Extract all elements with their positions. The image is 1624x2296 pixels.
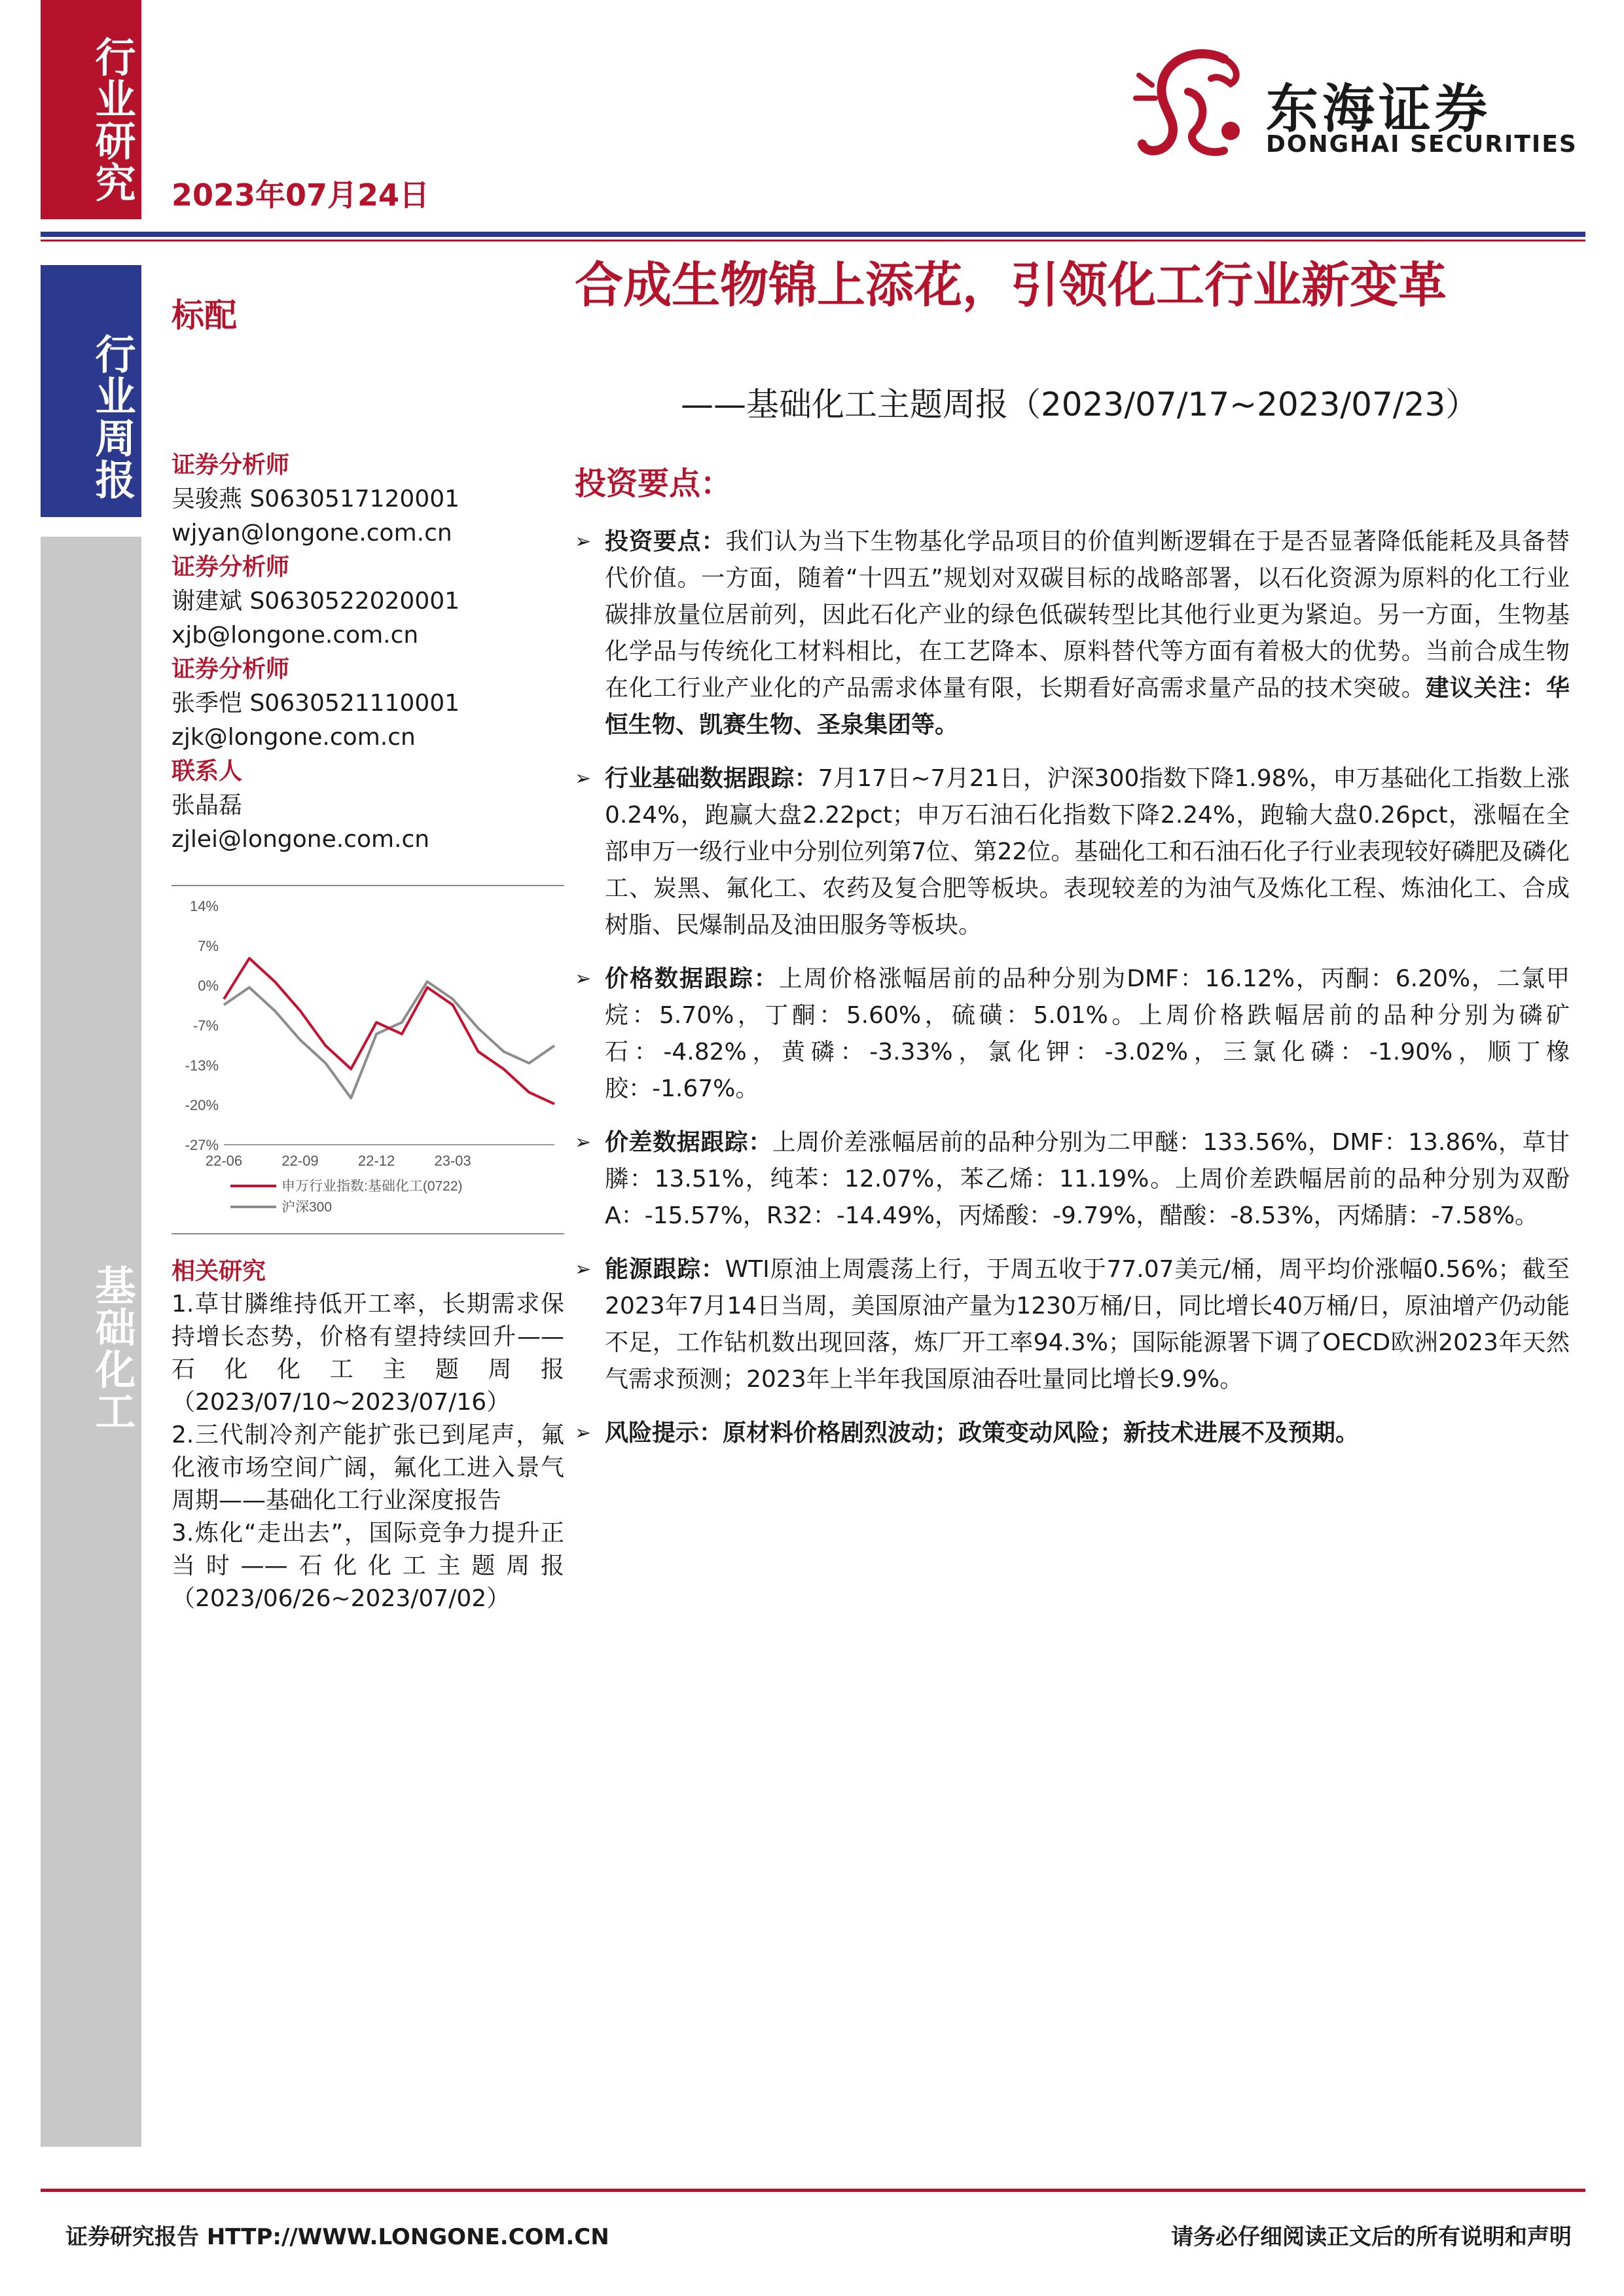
- industry-rating: 标配: [171, 296, 237, 334]
- analyst-name: 谢建斌 S0630522020001: [171, 588, 460, 615]
- sidebar-tab-basic-chemicals: 基础化工: [41, 537, 141, 2147]
- legend-label: 沪深300: [281, 1200, 333, 1215]
- header-divider-accent: [41, 240, 1585, 242]
- contact-entry: [171, 755, 564, 857]
- keypoint-text: 7月17日~7月21日，沪深300指数下降1.98%，申万基础化工指数上涨0.24%，跑赢大盘2.22pct；申万石油石化指数下降2.24%，跑输大盘0.26pct，涨幅在全部申万一级行业中分别位列第7位、第22位。基础化工和石油石化子行业表现较好磷肥及磷化工、炭黑、氟化工、农药及复合肥等板块。表现较差的为油气及炼化工程、炼油化工、合成树脂、民爆制品及油田服务等板块。: [605, 765, 1570, 939]
- report-title: 合成生物锦上添花，引领化工行业新变革: [575, 257, 1447, 314]
- keypoint-item: [575, 961, 1570, 1107]
- keypoint-lead: 价差数据跟踪：: [605, 1129, 772, 1156]
- keypoint-item: [575, 1415, 1570, 1452]
- keypoints-list: [575, 524, 1570, 1469]
- footer-divider: [41, 2189, 1585, 2192]
- analyst-email[interactable]: wjyan@longone.com.cn: [171, 520, 452, 547]
- arrow-bullet-icon: ➢: [575, 1258, 592, 1281]
- keypoint-text: WTI原油上周震荡上行，于周五收于77.07美元/桶，周平均价涨幅0.56%；截至2023年7月14日当周，美国原油产量为1230万桶/日，同比增长40万桶/日，原油增产仍动能不足，工作钻机数出现回落，炼厂开工率94.3%；国际能源署下调了OECD欧洲2023年天然气需求预测；2023年上半年我国原油吞吐量同比增长9.9%。: [605, 1256, 1570, 1393]
- keypoint-text: 上周价差涨幅居前的品种分别为二甲醚：133.56%，DMF：13.86%，草甘膦：13.51%，纯苯：12.07%，苯乙烯：11.19%。上周价差跌幅居前的品种分别为双酚A：-15.57%，R32：-14.49%，丙烯酸：-9.79%，醋酸：-8.53%，丙烯腈：-7.58%。: [605, 1129, 1570, 1229]
- keypoint-item: [575, 524, 1570, 744]
- keypoint-item: [575, 1124, 1570, 1234]
- report-date: 2023年07月24日: [171, 177, 430, 213]
- analyst-email[interactable]: zjk@longone.com.cn: [171, 724, 416, 751]
- keypoint-lead: 投资要点：: [605, 528, 726, 555]
- analyst-entry: [171, 550, 564, 653]
- footer-source[interactable]: 证券研究报告 HTTP://WWW.LONGONE.COM.CN: [65, 2224, 609, 2250]
- analyst-list: [171, 448, 564, 857]
- keypoint-lead: 价格数据跟踪：: [605, 965, 779, 992]
- x-tick-label: 23-03: [434, 1153, 471, 1169]
- y-tick-label: 14%: [189, 898, 219, 914]
- x-tick-label: 22-06: [205, 1153, 243, 1169]
- analyst-entry: [171, 653, 564, 755]
- related-research-item[interactable]: 2.三代制冷剂产能扩张已到尾声，氟化液市场空间广阔，氟化工进入景气周期——基础化工行业深度报告: [171, 1422, 564, 1514]
- series-line-sw-chemicals: [224, 958, 554, 1104]
- performance-chart-svg: [171, 886, 564, 1233]
- header-divider: [41, 232, 1585, 237]
- y-tick-label: 7%: [198, 937, 219, 954]
- y-tick-label: -20%: [185, 1097, 219, 1114]
- analyst-name: 吴骏燕 S0630517120001: [171, 486, 460, 512]
- sidebar-tab-industry-research: 行业研究: [41, 0, 141, 219]
- performance-chart: [171, 885, 564, 1234]
- keypoint-tail: 建议关注：华恒生物、凯赛生物、圣泉集团等。: [605, 675, 1570, 738]
- y-tick-label: -27%: [185, 1137, 219, 1153]
- related-research-heading: 相关研究: [171, 1258, 266, 1285]
- report-subtitle: ——基础化工主题周报（2023/07/17~2023/07/23）: [681, 386, 1479, 423]
- analyst-name: 张季恺 S0630521110001: [171, 690, 460, 717]
- analyst-email[interactable]: xjb@longone.com.cn: [171, 622, 419, 649]
- sidebar-tab-weekly-report: 行业周报: [41, 265, 141, 517]
- dragon-logo-icon: [1126, 46, 1257, 170]
- related-research-item[interactable]: 1.草甘膦维持低开工率，长期需求保持增长态势，价格有望持续回升——石化化工主题周报（2023/07/10~2023/07/16）: [171, 1291, 564, 1416]
- series-line-csi300: [224, 982, 554, 1098]
- x-tick-label: 22-09: [281, 1153, 319, 1169]
- keypoint-tail: 原材料价格剧烈波动；政策变动风险；新技术进展不及预期。: [723, 1420, 1360, 1446]
- keypoint-lead: 行业基础数据跟踪：: [605, 765, 818, 792]
- y-tick-label: -7%: [192, 1017, 219, 1034]
- related-research: [171, 1255, 564, 1615]
- y-tick-label: 0%: [198, 977, 219, 994]
- analyst-label: 证券分析师: [171, 452, 290, 478]
- keypoint-text: 上周价格涨幅居前的品种分别为DMF：16.12%，丙酮：6.20%，二氯甲烷：5.70%，丁酮：5.60%，硫磺：5.01%。上周价格跌幅居前的品种分别为磷矿石：-4.82%，黄磷：-3.33%，氯化钾：-3.02%，三氯化磷：-1.90%，顺丁橡胶：-1.67%。: [605, 965, 1570, 1102]
- keypoint-item: [575, 761, 1570, 944]
- company-logo: [1126, 46, 1257, 170]
- analyst-label: 证券分析师: [171, 554, 290, 581]
- arrow-bullet-icon: ➢: [575, 1131, 592, 1154]
- x-tick-label: 22-12: [357, 1153, 395, 1169]
- logo-english-name: DONGHAI SECURITIES: [1266, 131, 1578, 158]
- arrow-bullet-icon: ➢: [575, 767, 592, 790]
- keypoint-lead: 风险提示：: [605, 1420, 723, 1446]
- arrow-bullet-icon: ➢: [575, 530, 592, 553]
- legend-label: 申万行业指数:基础化工(0722): [281, 1179, 463, 1194]
- arrow-bullet-icon: ➢: [575, 967, 592, 990]
- contact-name: 张晶磊: [171, 792, 243, 819]
- keypoint-lead: 能源跟踪：: [605, 1256, 725, 1283]
- keypoints-heading: 投资要点：: [575, 465, 732, 502]
- logo-chinese-name: 东海证券: [1266, 79, 1491, 139]
- analyst-entry: [171, 448, 564, 550]
- y-tick-label: -13%: [185, 1057, 219, 1074]
- keypoint-text: 我们认为当下生物基化学品项目的价值判断逻辑在于是否显著降低能耗及具备替代价值。一方面，随着“十四五”规划对双碳目标的战略部署，以石化资源为原料的化工行业碳排放量位居前列，因此石化产业的绿色低碳转型比其他行业更为紧迫。另一方面，生物基化学品与传统化工材料相比，在工艺降本、原料替代等方面有着极大的优势。当前合成生物在化工行业产业化的产品需求体量有限，长期看好高需求量产品的技术突破。: [605, 528, 1570, 702]
- related-research-item[interactable]: 3.炼化“走出去”，国际竞争力提升正当时——石化化工主题周报（2023/06/26~2023/07/02）: [171, 1520, 564, 1612]
- contact-email[interactable]: zjlei@longone.com.cn: [171, 826, 430, 853]
- footer-disclaimer: 请务必仔细阅读正文后的所有说明和声明: [1171, 2224, 1572, 2250]
- arrow-bullet-icon: ➢: [575, 1422, 592, 1444]
- contact-label: 联系人: [171, 758, 243, 785]
- keypoint-item: [575, 1251, 1570, 1398]
- analyst-label: 证券分析师: [171, 656, 290, 683]
